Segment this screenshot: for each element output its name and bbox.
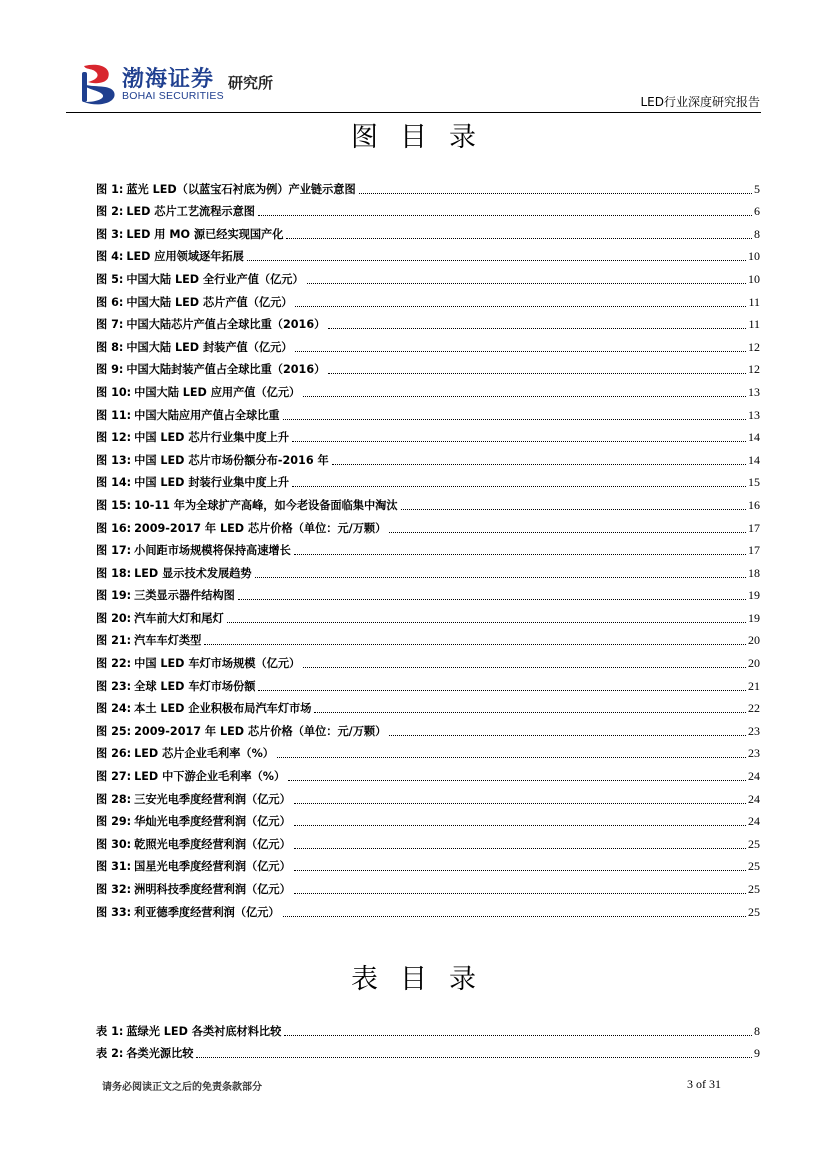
figure-entry[interactable]	[96, 626, 760, 649]
entry-label: 表 2:	[96, 1047, 124, 1061]
dot-leader	[258, 690, 746, 691]
entry-title: 华灿光电季度经营利润（亿元）	[134, 815, 291, 829]
figure-entry[interactable]	[96, 287, 760, 310]
figure-entry[interactable]	[96, 490, 760, 513]
entry-title: 中国 LED 封装行业集中度上升	[134, 476, 290, 490]
bohai-logo-icon	[78, 62, 118, 106]
entry-page-number: 20	[748, 633, 760, 648]
figure-entry[interactable]	[96, 400, 760, 423]
dot-leader	[401, 509, 746, 510]
entry-title: LED 显示技术发展趋势	[134, 566, 252, 580]
dot-leader	[196, 1057, 752, 1058]
figure-entry[interactable]	[96, 174, 760, 197]
dot-leader	[294, 803, 746, 804]
entry-label: 图 28:	[96, 792, 132, 806]
figure-entry[interactable]	[96, 423, 760, 446]
entry-title: 中国大陆封装产值占全球比重（2016）	[126, 363, 326, 377]
entry-title: 中国大陆 LED 全行业产值（亿元）	[126, 272, 304, 286]
entry-page-number: 8	[754, 226, 760, 241]
figure-entry[interactable]	[96, 784, 760, 807]
entry-title: 2009-2017 年 LED 芯片价格（单位：元/万颗）	[134, 724, 387, 738]
entry-label: 图 17:	[96, 544, 132, 558]
figure-entry[interactable]	[96, 739, 760, 762]
logo-english-name: BOHAI SECURITIES	[122, 90, 224, 102]
entry-title: 中国大陆应用产值占全球比重	[134, 408, 280, 422]
company-logo	[78, 62, 308, 110]
logo-institute: 研究所	[228, 74, 274, 92]
entry-label: 图 18:	[96, 566, 132, 580]
entry-title: 全球 LED 车灯市场份额	[134, 679, 256, 693]
figure-entry[interactable]	[96, 219, 760, 242]
dot-leader	[307, 283, 746, 284]
entry-page-number: 9	[754, 1046, 760, 1061]
dot-leader	[286, 238, 752, 239]
dot-leader	[288, 780, 746, 781]
entry-label: 图 26:	[96, 747, 132, 761]
figure-entry[interactable]	[96, 558, 760, 581]
figure-entry[interactable]	[96, 513, 760, 536]
entry-label: 图 3:	[96, 227, 124, 241]
entry-title: 三安光电季度经营利润（亿元）	[134, 792, 291, 806]
dot-leader	[328, 328, 746, 329]
entry-title: 中国 LED 芯片市场份额分布-2016 年	[134, 453, 329, 467]
entry-title: 汽车前大灯和尾灯	[134, 611, 224, 625]
dot-leader	[292, 441, 746, 442]
entry-page-number: 19	[748, 588, 760, 603]
entry-label: 图 2:	[96, 205, 124, 219]
entry-page-number: 23	[748, 746, 760, 761]
dot-leader	[255, 577, 746, 578]
entry-label: 图 11:	[96, 408, 132, 422]
entry-title: 小间距市场规模将保持高速增长	[134, 544, 291, 558]
entry-title: 蓝光 LED（以蓝宝石衬底为例）产业链示意图	[126, 182, 356, 196]
dot-leader	[247, 260, 746, 261]
logo-chinese-name: 渤海证券	[122, 67, 215, 92]
page-header	[0, 0, 827, 120]
dot-leader	[295, 351, 746, 352]
table-list-title: 表目录	[351, 964, 498, 995]
figure-entry[interactable]	[96, 332, 760, 355]
entry-label: 图 29:	[96, 815, 132, 829]
figure-entry[interactable]	[96, 874, 760, 897]
dot-leader	[332, 464, 746, 465]
figure-list	[96, 174, 760, 920]
figure-entry[interactable]	[96, 197, 760, 220]
dot-leader	[292, 486, 746, 487]
figure-entry[interactable]	[96, 829, 760, 852]
dot-leader	[328, 373, 746, 374]
entry-title: 蓝绿光 LED 各类衬底材料比较	[126, 1024, 282, 1038]
entry-label: 图 16:	[96, 521, 132, 535]
entry-label: 图 25:	[96, 724, 132, 738]
entry-label: 图 9:	[96, 363, 124, 377]
entry-title: LED 应用领域逐年拓展	[126, 250, 244, 264]
figure-entry[interactable]	[96, 694, 760, 717]
table-entry[interactable]	[96, 1016, 760, 1039]
dot-leader	[227, 622, 746, 623]
dot-leader	[294, 870, 746, 871]
entry-page-number: 14	[748, 430, 760, 445]
entry-title: 中国大陆芯片产值占全球比重（2016）	[126, 318, 326, 332]
entry-title: LED 用 MO 源已经实现国产化	[126, 227, 284, 241]
entry-page-number: 21	[748, 678, 760, 693]
entry-title: 中国大陆 LED 芯片产值（亿元）	[126, 295, 293, 309]
figure-entry[interactable]	[96, 581, 760, 604]
entry-label: 图 31:	[96, 860, 132, 874]
dot-leader	[283, 419, 746, 420]
figure-entry[interactable]	[96, 445, 760, 468]
entry-page-number: 25	[748, 859, 760, 874]
entry-label: 表 1:	[96, 1024, 124, 1038]
dot-leader	[294, 848, 746, 849]
dot-leader	[295, 306, 746, 307]
entry-page-number: 25	[748, 882, 760, 896]
entry-page-number: 13	[748, 384, 760, 399]
figure-list-title: 图目录	[351, 122, 498, 153]
entry-label: 图 13:	[96, 453, 132, 467]
figure-entry[interactable]	[96, 242, 760, 265]
entry-label: 图 30:	[96, 837, 132, 851]
entry-page-number: 23	[748, 723, 760, 738]
table-list	[96, 1016, 760, 1061]
entry-title: 乾照光电季度经营利润（亿元）	[134, 837, 291, 851]
entry-label: 图 20:	[96, 611, 132, 625]
entry-page-number: 24	[748, 769, 760, 784]
entry-title: LED 中下游企业毛利率（%）	[134, 770, 286, 784]
dot-leader	[294, 554, 746, 555]
figure-entry[interactable]	[96, 310, 760, 333]
entry-label: 图 15:	[96, 498, 132, 512]
entry-label: 图 32:	[96, 883, 132, 896]
entry-page-number: 11	[748, 294, 760, 309]
entry-page-number: 20	[748, 656, 760, 671]
figure-entry[interactable]	[96, 648, 760, 671]
entry-page-number: 18	[748, 565, 760, 580]
entry-label: 图 12:	[96, 431, 132, 445]
figure-entry[interactable]	[96, 355, 760, 378]
entry-label: 图 24:	[96, 702, 132, 716]
dot-leader	[204, 644, 746, 645]
dot-leader	[294, 893, 746, 894]
dot-leader	[277, 757, 746, 758]
entry-label: 图 23:	[96, 679, 132, 693]
figure-entry[interactable]	[96, 807, 760, 830]
entry-title: LED 芯片企业毛利率（%）	[134, 747, 274, 761]
figure-entry[interactable]	[96, 761, 760, 784]
entry-title: 本土 LED 企业积极布局汽车灯市场	[134, 702, 312, 716]
entry-title: 10-11 年为全球扩产高峰，如今老设备面临集中淘汰	[134, 498, 398, 512]
entry-page-number: 24	[748, 814, 760, 829]
entry-page-number: 12	[748, 339, 760, 354]
entry-label: 图 19:	[96, 589, 132, 603]
entry-label: 图 22:	[96, 657, 132, 671]
entry-page-number: 12	[748, 362, 760, 377]
entry-page-number: 10	[748, 249, 760, 264]
entry-page-number: 16	[748, 497, 760, 512]
figure-entry[interactable]	[96, 603, 760, 626]
table-entry[interactable]	[96, 1039, 760, 1062]
entry-page-number: 24	[748, 791, 760, 806]
entry-title: 中国 LED 芯片行业集中度上升	[134, 431, 290, 445]
footer-page-number: 3 of 31	[687, 1077, 721, 1091]
report-title: LED行业深度研究报告	[640, 95, 760, 109]
entry-title: 汽车车灯类型	[134, 634, 202, 648]
entry-title: 利亚德季度经营利润（亿元）	[134, 905, 280, 919]
entry-title: LED 芯片工艺流程示意图	[126, 205, 255, 219]
entry-title: 三类显示器件结构图	[134, 589, 235, 603]
entry-label: 图 10:	[96, 385, 132, 399]
entry-label: 图 21:	[96, 634, 132, 648]
figure-entry[interactable]	[96, 852, 760, 875]
dot-leader	[294, 825, 746, 826]
entry-page-number: 17	[748, 543, 760, 558]
entry-label: 图 7:	[96, 318, 124, 332]
dot-leader	[258, 215, 752, 216]
entry-page-number: 19	[748, 610, 760, 625]
header-divider	[66, 112, 761, 113]
entry-page-number: 17	[748, 520, 760, 535]
entry-title: 中国大陆 LED 封装产值（亿元）	[126, 340, 293, 354]
entry-page-number: 10	[748, 271, 760, 286]
entry-page-number: 25	[748, 836, 760, 851]
figure-entry[interactable]	[96, 536, 760, 559]
figure-entry[interactable]	[96, 468, 760, 491]
entry-label: 图 1:	[96, 182, 124, 196]
entry-title: 2009-2017 年 LED 芯片价格（单位：元/万颗）	[134, 521, 387, 535]
entry-page-number: 15	[748, 475, 760, 490]
dot-leader	[303, 667, 746, 668]
figure-entry[interactable]	[96, 264, 760, 287]
entry-title: 各类光源比较	[126, 1047, 194, 1061]
figure-entry[interactable]	[96, 716, 760, 739]
entry-label: 图 8:	[96, 340, 124, 354]
entry-title: 洲明科技季度经营利润（亿元）	[134, 883, 291, 896]
dot-leader	[284, 1035, 752, 1036]
dot-leader	[283, 916, 746, 917]
dot-leader	[389, 532, 746, 533]
entry-label: 图 5:	[96, 272, 124, 286]
entry-label: 图 14:	[96, 476, 132, 490]
entry-label: 图 33:	[96, 905, 132, 919]
dot-leader	[389, 735, 746, 736]
entry-page-number: 22	[748, 701, 760, 716]
dot-leader	[314, 712, 746, 713]
entry-title: 中国大陆 LED 应用产值（亿元）	[134, 385, 301, 399]
entry-title: 中国 LED 车灯市场规模（亿元）	[134, 657, 301, 671]
entry-label: 图 6:	[96, 295, 124, 309]
entry-page-number: 11	[748, 317, 760, 332]
entry-page-number: 5	[754, 181, 760, 196]
figure-entry[interactable]	[96, 897, 760, 920]
entry-page-number: 13	[748, 407, 760, 422]
entry-label: 图 27:	[96, 770, 132, 784]
dot-leader	[238, 599, 746, 600]
dot-leader	[359, 193, 752, 194]
entry-title: 国星光电季度经营利润（亿元）	[134, 860, 291, 874]
entry-page-number: 25	[748, 904, 760, 919]
footer-disclaimer: 请务必阅读正文之后的免责条款部分	[102, 1082, 262, 1093]
figure-entry[interactable]	[96, 377, 760, 400]
figure-entry[interactable]	[96, 671, 760, 694]
entry-page-number: 6	[754, 204, 760, 219]
entry-page-number: 14	[748, 452, 760, 467]
dot-leader	[303, 396, 746, 397]
entry-page-number: 8	[754, 1023, 760, 1038]
entry-label: 图 4:	[96, 250, 124, 264]
